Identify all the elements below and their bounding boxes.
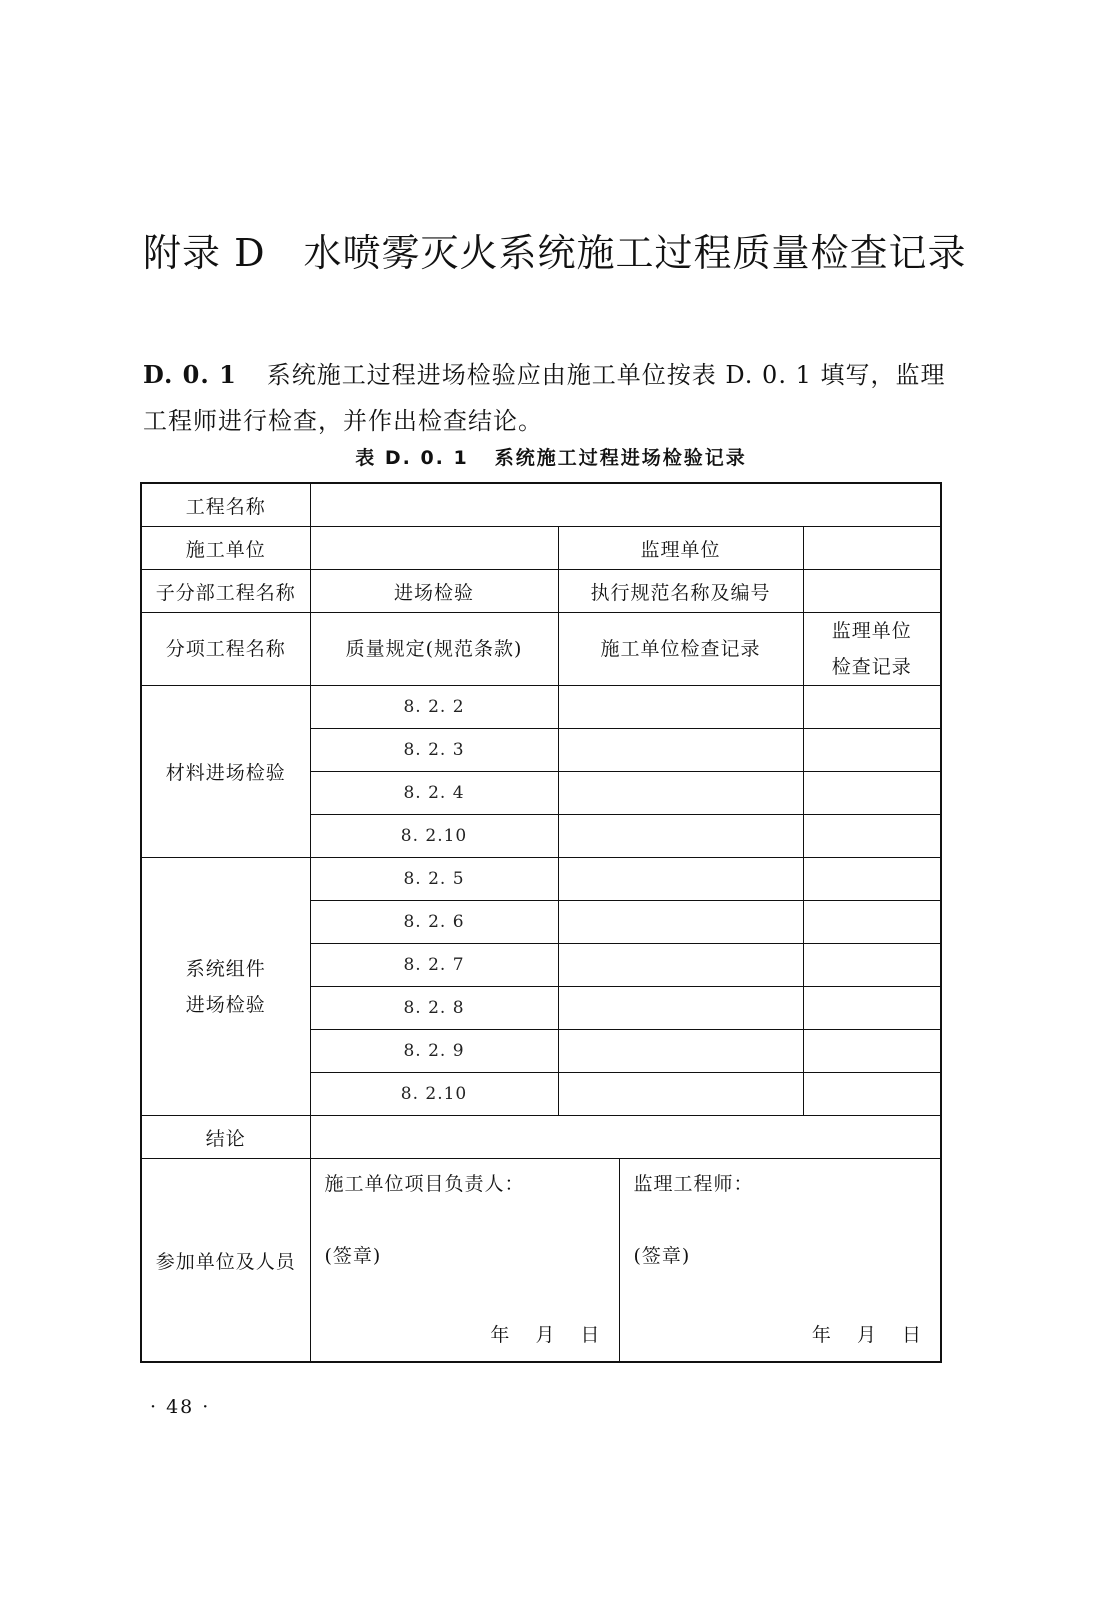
supervision-record-cell[interactable] [803,944,941,987]
table-row [141,483,941,527]
clause-code: 8. 2. 7 [310,944,558,987]
supervision-record-cell[interactable] [803,686,941,729]
supervision-record-cell[interactable] [803,901,941,944]
table-row [141,527,941,570]
item-project-label: 分项工程名称 [141,613,310,686]
construction-record-cell[interactable] [558,944,803,987]
construction-record-cell[interactable] [558,686,803,729]
supervisor-sign-role: 监理工程师： [633,1173,754,1195]
supervision-record-cell[interactable] [803,815,941,858]
clause-code: 8. 2. 6 [310,901,558,944]
construction-unit-value[interactable] [310,527,558,570]
appendix-title: 水喷雾灭火系统施工过程质量检查记录 [303,231,967,275]
construction-sign-date: 年 月 日 [490,1324,601,1346]
construction-record-cell[interactable] [558,772,803,815]
table-row [141,858,941,901]
table-caption [0,443,1102,470]
clause-code: 8. 2. 3 [310,729,558,772]
sub-project-label: 子分部工程名称 [141,570,310,613]
conclusion-label: 结论 [141,1116,310,1159]
construction-unit-label: 施工单位 [141,527,310,570]
supervision-record-label-line1: 监理单位 [831,620,912,642]
appendix-label: 附录 D [143,231,266,275]
construction-record-cell[interactable] [558,901,803,944]
construction-record-cell[interactable] [558,729,803,772]
material-group-label: 材料进场检验 [141,686,310,858]
supervision-record-label-line2: 检查记录 [831,656,912,678]
quality-rule-label: 质量规定(规范条款) [310,613,558,686]
clause-number: D. 0. 1 [143,360,237,389]
construction-sign-role: 施工单位项目负责人： [324,1173,525,1195]
clause-code: 8. 2.10 [310,1073,558,1116]
entry-inspection-label: 进场检验 [310,570,558,613]
construction-record-cell[interactable] [558,815,803,858]
table-row [141,613,941,686]
clause-code: 8. 2. 5 [310,858,558,901]
component-group-label-line2: 进场检验 [185,993,266,1016]
project-name-value[interactable] [310,483,941,527]
clause-paragraph [143,352,963,444]
supervision-unit-value[interactable] [803,527,941,570]
appendix-heading [143,222,967,277]
project-name-label: 工程名称 [141,483,310,527]
construction-record-label: 施工单位检查记录 [558,613,803,686]
standard-label: 执行规范名称及编号 [558,570,803,613]
table-row [141,686,941,729]
supervision-record-cell[interactable] [803,987,941,1030]
standard-value[interactable] [803,570,941,613]
supervisor-sign-cell[interactable] [619,1159,941,1363]
supervision-record-cell[interactable] [803,858,941,901]
clause-code: 8. 2. 8 [310,987,558,1030]
supervision-record-cell[interactable] [803,729,941,772]
component-group-label [141,858,310,1116]
construction-sign-stamp: (签章) [324,1245,382,1267]
page-number: · 48 · [150,1396,211,1418]
construction-record-cell[interactable] [558,987,803,1030]
participants-label: 参加单位及人员 [141,1159,310,1363]
clause-code: 8. 2. 2 [310,686,558,729]
supervision-unit-label: 监理单位 [558,527,803,570]
construction-record-cell[interactable] [558,858,803,901]
clause-code: 8. 2. 4 [310,772,558,815]
table-caption-title: 系统施工过程进场检验记录 [494,447,747,469]
supervision-record-cell[interactable] [803,1073,941,1116]
construction-record-cell[interactable] [558,1073,803,1116]
table-row [141,1116,941,1159]
construction-sign-cell[interactable] [310,1159,619,1363]
table-caption-label: 表 D. 0. 1 [355,447,469,469]
conclusion-value[interactable] [310,1116,941,1159]
component-group-label-line1: 系统组件 [185,957,266,980]
inspection-record-table [140,482,942,1363]
table-row [141,1159,941,1363]
supervision-record-cell[interactable] [803,1030,941,1073]
supervision-record-label [803,613,941,686]
clause-text: 系统施工过程进场检验应由施工单位按表 D. 0. 1 填写，监理工程师进行检查，并作出检查结论。 [143,361,946,435]
clause-code: 8. 2. 9 [310,1030,558,1073]
construction-record-cell[interactable] [558,1030,803,1073]
supervisor-sign-date: 年 月 日 [811,1324,922,1346]
supervisor-sign-stamp: (签章) [633,1245,691,1267]
clause-code: 8. 2.10 [310,815,558,858]
table-row [141,570,941,613]
supervision-record-cell[interactable] [803,772,941,815]
